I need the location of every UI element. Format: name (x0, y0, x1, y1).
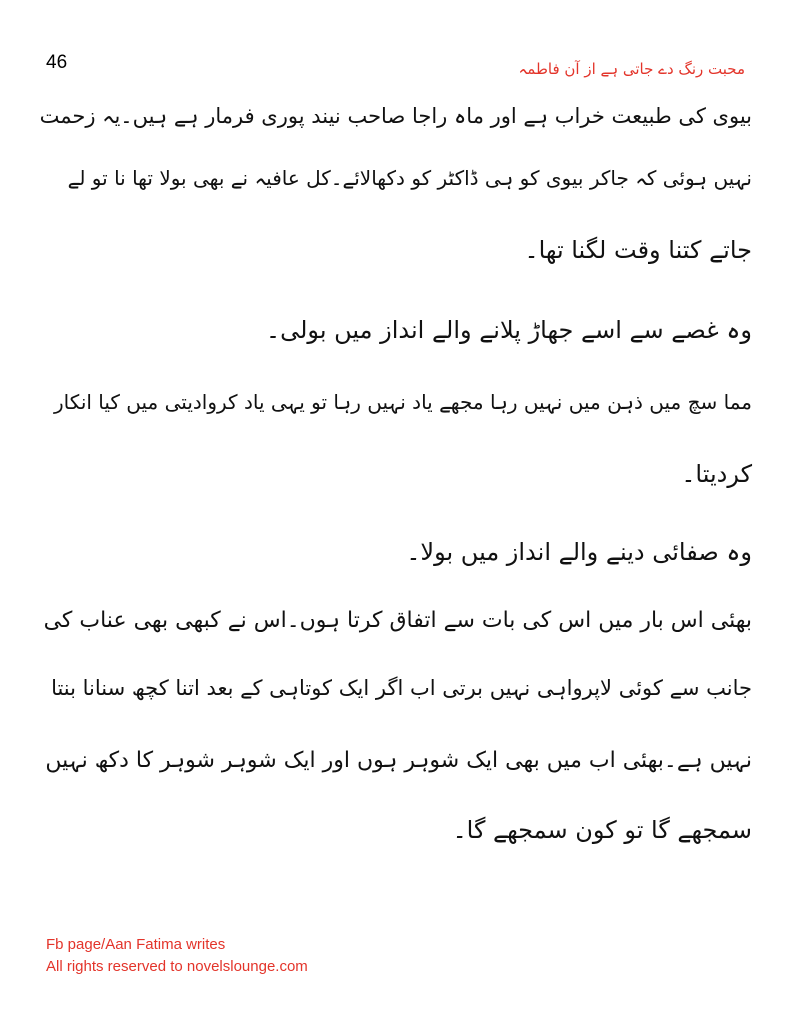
text-line-1: بیوی کی طبیعت خراب ہے اور ماہ راجا صاحب نیند پوری فرمار ہے ہیں۔یہ زحمت (39, 104, 752, 128)
text-line-2: نہیں ہوئی کہ جاکر بیوی کو ہی ڈاکٹر کو دکھالائے۔کل عافیہ نے بھی بولا تھا نا تو لے (67, 166, 752, 190)
text-line-10: نہیں ہے۔بھئی اب میں بھی ایک شوہر ہوں اور ایک شوہر شوہر کا دکھ نہیں (45, 748, 752, 773)
footer-rights-notice: All rights reserved to novelslounge.com (46, 958, 308, 975)
text-line-5: مما سچ میں ذہن میں نہیں رہا مجھے یاد نہیں رہا تو یہی یاد کروادیتی میں کیا انکار (54, 390, 752, 414)
text-line-4: وہ غصے سے اسے جھاڑ پلانے والے انداز میں بولی۔ (266, 316, 752, 344)
footer-facebook-credit: Fb page/Aan Fatima writes (46, 936, 226, 953)
text-line-3: جاتے کتنا وقت لگنا تھا۔ (524, 236, 752, 264)
text-line-6: کردیتا۔ (681, 460, 752, 488)
text-line-9: جانب سے کوئی لاپرواہی نہیں برتی اب اگر ایک کوتاہی کے بعد اتنا کچھ سنانا بنتا (51, 676, 752, 700)
text-line-7: وہ صفائی دینے والے انداز میں بولا۔ (406, 538, 752, 566)
page-number: 46 (46, 52, 68, 73)
running-title: محبت رنگ دے جاتی ہے از آن فاطمہ (518, 60, 745, 78)
text-line-11: سمجھے گا تو کون سمجھے گا۔ (452, 816, 752, 844)
text-line-8: بھئی اس بار میں اس کی بات سے اتفاق کرتا ہوں۔اس نے کبھی بھی عناب کی (43, 608, 752, 633)
